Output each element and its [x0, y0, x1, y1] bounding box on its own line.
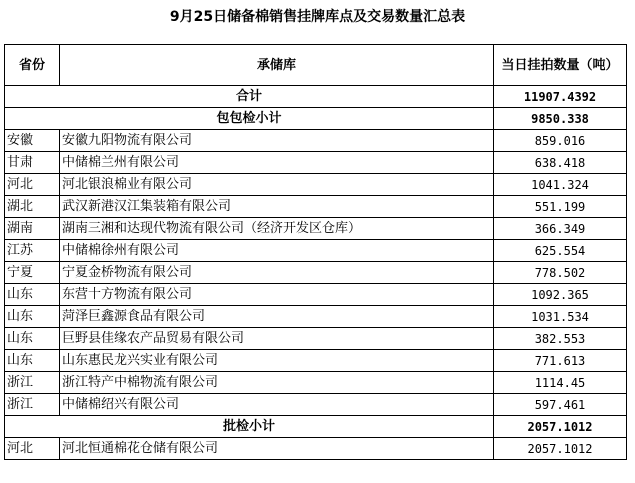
quantity-cell: 1041.324 — [494, 174, 627, 196]
warehouse-cell: 东营十方物流有限公司 — [60, 284, 494, 306]
warehouse-cell: 武汉新港汉江集装箱有限公司 — [60, 196, 494, 218]
quantity-cell: 2057.1012 — [494, 438, 627, 460]
page-title: 9月25日储备棉销售挂牌库点及交易数量汇总表 — [169, 9, 466, 25]
province-cell: 山东 — [5, 284, 60, 306]
table-row — [5, 438, 627, 460]
quantity-cell: 771.613 — [494, 350, 627, 372]
table-row — [5, 240, 627, 262]
province-cell: 山东 — [5, 350, 60, 372]
province-cell: 浙江 — [5, 394, 60, 416]
warehouse-cell: 宁夏金桥物流有限公司 — [60, 262, 494, 284]
table-row — [5, 196, 627, 218]
table-row — [5, 218, 627, 240]
warehouse-cell: 湖南三湘和达现代物流有限公司（经济开发区仓库） — [60, 218, 494, 240]
summary-table — [4, 44, 627, 460]
total-value: 11907.4392 — [494, 86, 627, 108]
subtotal-value: 2057.1012 — [494, 416, 627, 438]
province-cell: 宁夏 — [5, 262, 60, 284]
table-row — [5, 328, 627, 350]
header-row — [5, 45, 627, 86]
quantity-cell: 382.553 — [494, 328, 627, 350]
subtotal-row — [5, 416, 627, 438]
quantity-cell: 1031.534 — [494, 306, 627, 328]
warehouse-cell: 巨野县佳缘农产品贸易有限公司 — [60, 328, 494, 350]
province-cell: 山东 — [5, 306, 60, 328]
subtotal-row — [5, 108, 627, 130]
warehouse-cell: 菏泽巨鑫源食品有限公司 — [60, 306, 494, 328]
table-row — [5, 394, 627, 416]
table-row — [5, 306, 627, 328]
subtotal-label: 包包检小计 — [5, 108, 494, 130]
quantity-cell: 859.016 — [494, 130, 627, 152]
province-cell: 湖南 — [5, 218, 60, 240]
table-row — [5, 130, 627, 152]
quantity-cell: 597.461 — [494, 394, 627, 416]
quantity-cell: 1114.45 — [494, 372, 627, 394]
warehouse-cell: 安徽九阳物流有限公司 — [60, 130, 494, 152]
table-row — [5, 284, 627, 306]
province-cell: 江苏 — [5, 240, 60, 262]
warehouse-cell: 中储棉绍兴有限公司 — [60, 394, 494, 416]
province-cell: 河北 — [5, 438, 60, 460]
quantity-cell: 625.554 — [494, 240, 627, 262]
warehouse-cell: 浙江特产中棉物流有限公司 — [60, 372, 494, 394]
header-warehouse: 承储库 — [60, 45, 494, 86]
warehouse-cell: 河北恒通棉花仓储有限公司 — [60, 438, 494, 460]
header-quantity: 当日挂拍数量（吨） — [494, 45, 627, 86]
quantity-cell: 1092.365 — [494, 284, 627, 306]
province-cell: 浙江 — [5, 372, 60, 394]
warehouse-cell: 中储棉兰州有限公司 — [60, 152, 494, 174]
warehouse-cell: 河北银浪棉业有限公司 — [60, 174, 494, 196]
warehouse-cell: 山东惠民龙兴实业有限公司 — [60, 350, 494, 372]
quantity-cell: 778.502 — [494, 262, 627, 284]
warehouse-cell: 中储棉徐州有限公司 — [60, 240, 494, 262]
table-row — [5, 350, 627, 372]
table-row — [5, 174, 627, 196]
total-label: 合计 — [5, 86, 494, 108]
province-cell: 山东 — [5, 328, 60, 350]
quantity-cell: 366.349 — [494, 218, 627, 240]
province-cell: 河北 — [5, 174, 60, 196]
subtotal-label: 批检小计 — [5, 416, 494, 438]
summary-table-body — [5, 45, 627, 460]
total-row — [5, 86, 627, 108]
table-row — [5, 372, 627, 394]
quantity-cell: 638.418 — [494, 152, 627, 174]
header-province: 省份 — [5, 45, 60, 86]
province-cell: 甘肃 — [5, 152, 60, 174]
table-row — [5, 262, 627, 284]
quantity-cell: 551.199 — [494, 196, 627, 218]
subtotal-value: 9850.338 — [494, 108, 627, 130]
table-row — [5, 152, 627, 174]
province-cell: 湖北 — [5, 196, 60, 218]
province-cell: 安徽 — [5, 130, 60, 152]
